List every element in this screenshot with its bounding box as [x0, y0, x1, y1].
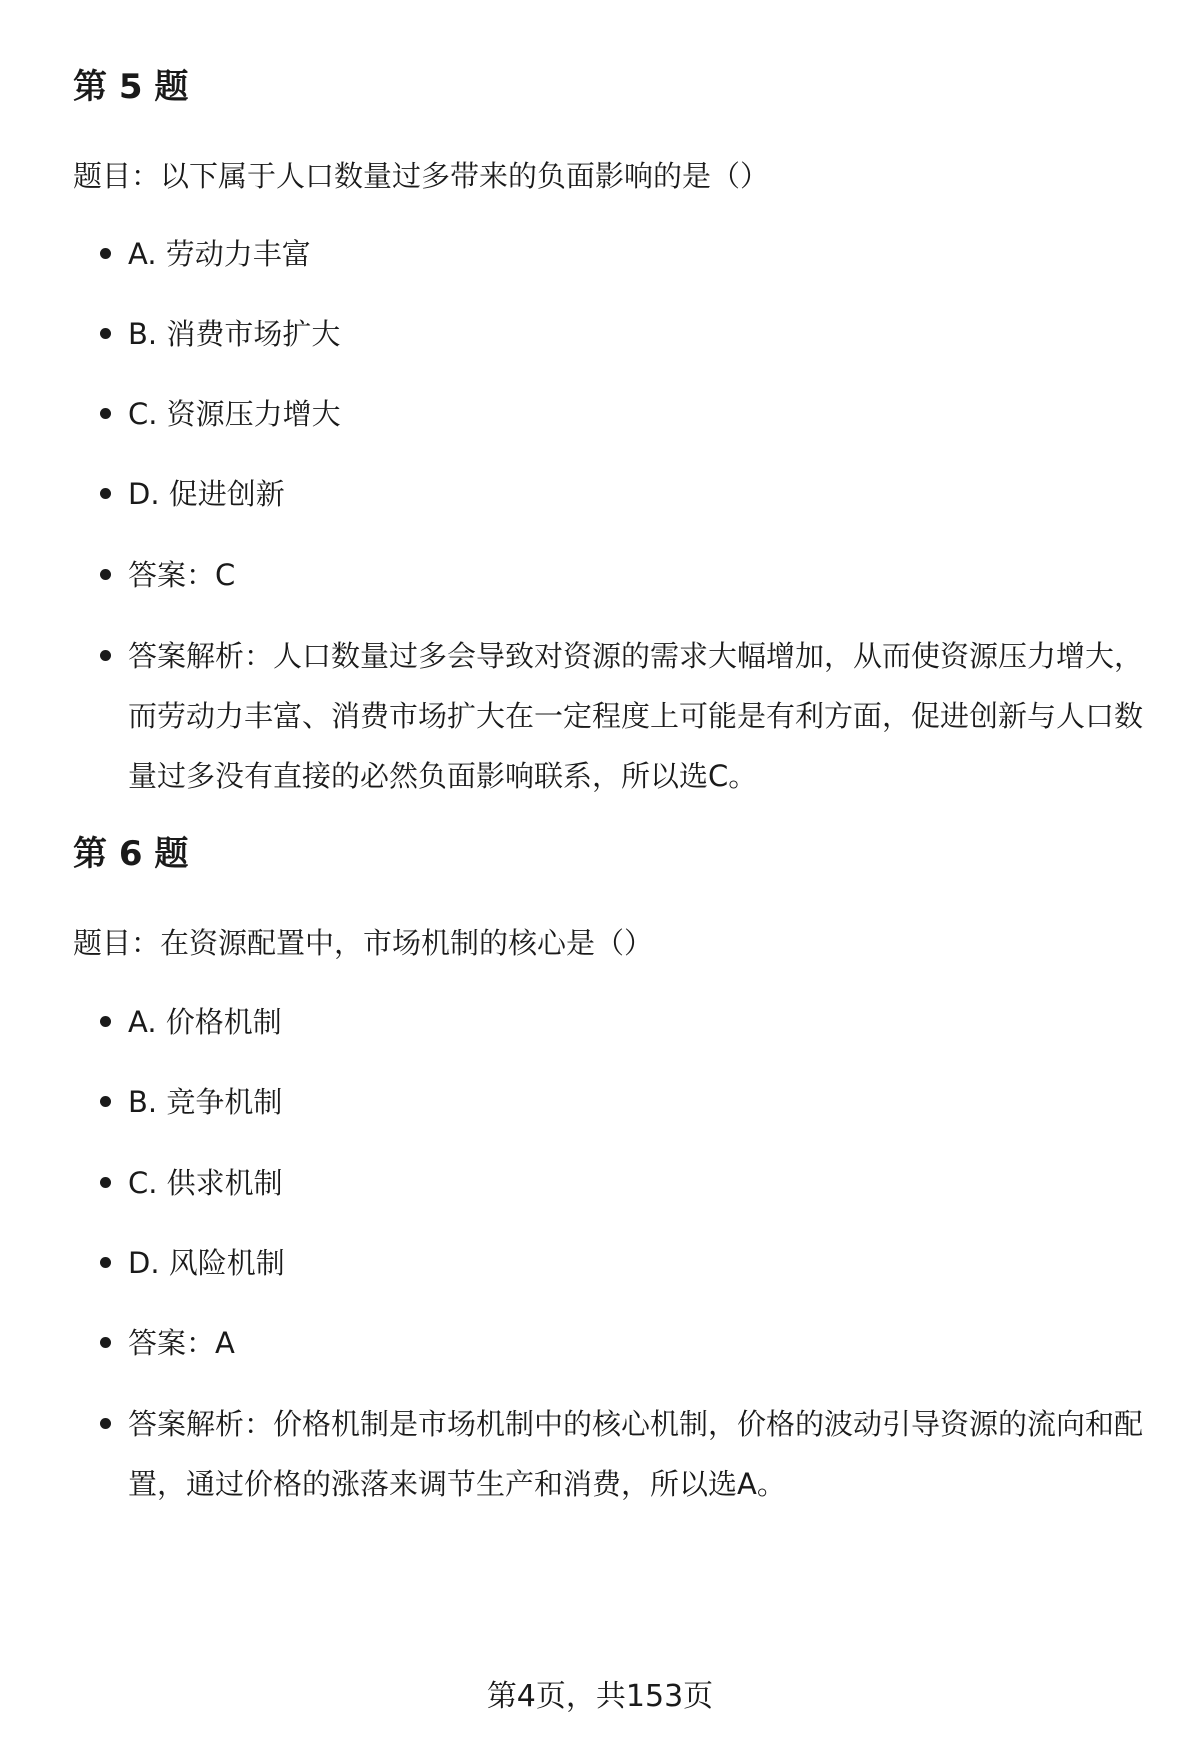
bullet-dot-icon	[100, 1418, 111, 1429]
answer-text: 答案：A	[128, 1326, 235, 1360]
option-text: D. 风险机制	[128, 1246, 285, 1280]
question-heading: 第 5 题	[73, 67, 189, 107]
bullet-dot-icon	[100, 1177, 111, 1188]
option-item	[100, 992, 1150, 1052]
option-item	[100, 1233, 1150, 1293]
answer-item	[100, 1313, 1150, 1373]
option-text: A. 劳动力丰富	[128, 237, 311, 271]
question-prompt: 题目：在资源配置中，市场机制的核心是（）	[73, 926, 654, 960]
option-item	[100, 464, 1150, 524]
question-heading: 第 6 题	[73, 834, 189, 874]
bullet-dot-icon	[100, 569, 111, 580]
question-prompt: 题目：以下属于人口数量过多带来的负面影响的是（）	[73, 159, 770, 193]
option-item	[100, 384, 1150, 444]
explanation-item	[100, 626, 1150, 806]
bullet-dot-icon	[100, 248, 111, 259]
explanation-item	[100, 1394, 1150, 1514]
option-text: B. 消费市场扩大	[128, 317, 341, 351]
bullet-dot-icon	[100, 650, 111, 661]
bullet-dot-icon	[100, 1016, 111, 1027]
option-text: D. 促进创新	[128, 477, 285, 511]
option-text: C. 资源压力增大	[128, 397, 341, 431]
bullet-dot-icon	[100, 1096, 111, 1107]
answer-item	[100, 545, 1150, 605]
option-text: C. 供求机制	[128, 1166, 283, 1200]
option-item	[100, 1153, 1150, 1213]
bullet-dot-icon	[100, 488, 111, 499]
option-text: B. 竞争机制	[128, 1085, 283, 1119]
option-text: A. 价格机制	[128, 1005, 282, 1039]
bullet-dot-icon	[100, 408, 111, 419]
page-number-footer: 第4页，共153页	[486, 1679, 714, 1714]
option-item	[100, 224, 1150, 284]
explanation-text: 答案解析：价格机制是市场机制中的核心机制，价格的波动引导资源的流向和配置，通过价格的涨落来调节生产和消费，所以选A。	[128, 1407, 1144, 1501]
bullet-dot-icon	[100, 1337, 111, 1348]
bullet-dot-icon	[100, 1257, 111, 1268]
answer-text: 答案：C	[128, 558, 236, 592]
option-item	[100, 1072, 1150, 1132]
bullet-dot-icon	[100, 328, 111, 339]
option-item	[100, 304, 1150, 364]
explanation-text: 答案解析：人口数量过多会导致对资源的需求大幅增加，从而使资源压力增大，而劳动力丰富、消费市场扩大在一定程度上可能是有利方面，促进创新与人口数量过多没有直接的必然负面影响联系，所以选C。	[128, 639, 1144, 793]
